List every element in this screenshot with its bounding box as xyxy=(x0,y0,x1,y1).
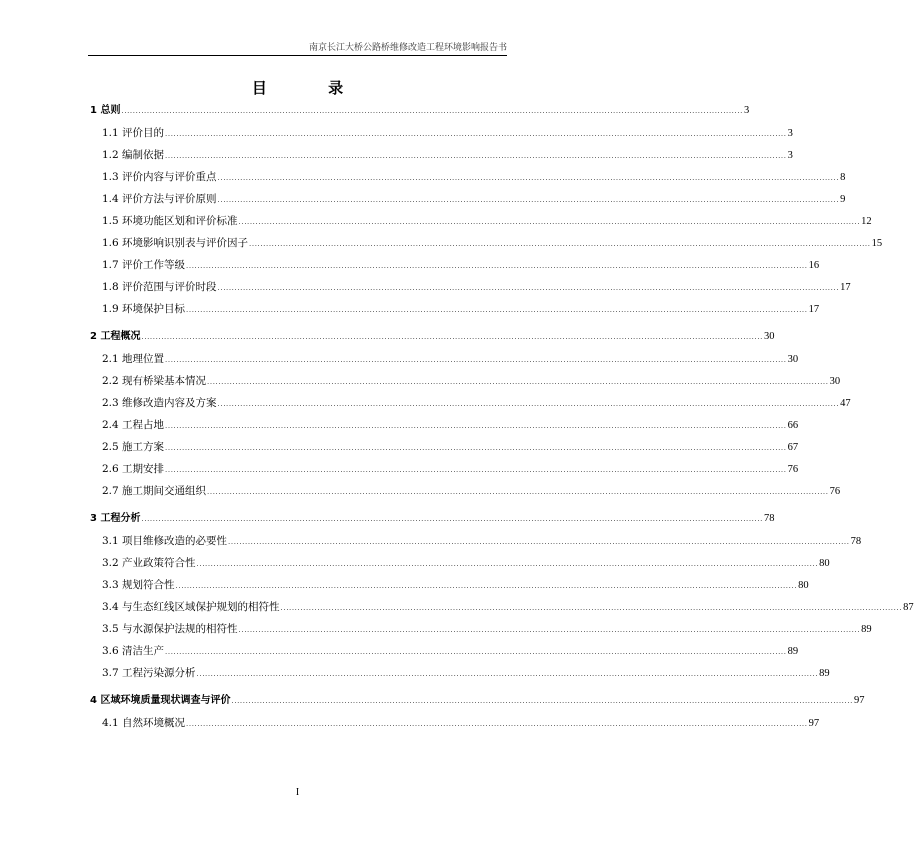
dot-leader: ............................................................................................................................................................................................................................ xyxy=(141,333,763,341)
toc-entry-title: 3.5 与水源保护法规的相符性 xyxy=(102,623,238,635)
toc-entry-title: 3.1 项目维修改造的必要性 xyxy=(102,535,228,547)
dot-leader: ............................................................................................................................................................................................................................ xyxy=(217,196,840,204)
toc-section-entry[interactable] xyxy=(90,280,851,302)
toc-entry-page: 76 xyxy=(829,486,841,497)
toc-entry-page: 30 xyxy=(829,376,841,387)
toc-entry-page: 17 xyxy=(840,282,851,293)
toc-entry-title: 1.8 评价范围与评价时段 xyxy=(102,281,217,293)
toc-entry-page: 8 xyxy=(840,172,846,183)
toc-entry-title: 4 区域环境质量现状调查与评价 xyxy=(90,695,231,706)
toc-entry-title: 2.3 维修改造内容及方案 xyxy=(102,397,217,409)
toc-entry-title: 1.9 环境保护目标 xyxy=(102,303,186,315)
dot-leader: ............................................................................................................................................................................................................................ xyxy=(238,218,861,226)
toc-entry-title: 2.6 工期安排 xyxy=(102,463,165,475)
toc-entry-page: 80 xyxy=(798,580,809,591)
toc-section-entry[interactable] xyxy=(90,418,799,440)
toc-entry-page: 89 xyxy=(861,624,872,635)
toc-entry-title: 1.7 评价工作等级 xyxy=(102,259,186,271)
dot-leader: ............................................................................................................................................................................................................................ xyxy=(165,130,787,138)
dot-leader: ............................................................................................................................................................................................................................ xyxy=(165,356,787,364)
toc-section-entry[interactable] xyxy=(90,192,846,214)
toc-entry-title: 2.2 现有桥梁基本情况 xyxy=(102,375,207,387)
dot-leader: ............................................................................................................................................................................................................................ xyxy=(175,582,798,590)
toc-entry-page: 47 xyxy=(840,398,851,409)
toc-entry-page: 16 xyxy=(808,260,820,271)
toc-entry-title: 1.5 环境功能区划和评价标准 xyxy=(102,215,238,227)
dot-leader: ............................................................................................................................................................................................................................ xyxy=(141,515,763,523)
dot-leader: ............................................................................................................................................................................................................................ xyxy=(207,378,829,386)
toc-entry-page: 87 xyxy=(903,602,914,613)
toc-entry-page: 66 xyxy=(787,420,799,431)
toc-entry-page: 78 xyxy=(763,513,775,524)
toc-entry-page: 3 xyxy=(787,150,793,161)
toc-entry-page: 30 xyxy=(763,331,775,342)
dot-leader: ............................................................................................................................................................................................................................ xyxy=(165,466,787,474)
toc-section-entry[interactable] xyxy=(90,556,830,578)
toc-entry-page: 30 xyxy=(787,354,799,365)
toc-entry-page: 97 xyxy=(853,695,865,706)
dot-leader: ............................................................................................................................................................................................................................ xyxy=(249,240,871,248)
dot-leader: ............................................................................................................................................................................................................................ xyxy=(207,488,829,496)
dot-leader: ............................................................................................................................................................................................................................ xyxy=(186,720,808,728)
dot-leader: ............................................................................................................................................................................................................................ xyxy=(280,604,903,612)
toc-entry-page: 3 xyxy=(787,128,793,139)
dot-leader: ............................................................................................................................................................................................................................ xyxy=(186,262,808,270)
toc-entry-page: 15 xyxy=(871,238,883,249)
toc-entry-title: 4.1 自然环境概况 xyxy=(102,717,186,729)
toc-entry-page: 76 xyxy=(787,464,799,475)
running-header: 南京长江大桥公路桥维修改造工程环境影响报告书 xyxy=(308,43,507,53)
toc-title: 目 录 xyxy=(251,79,372,97)
toc-section-entry[interactable] xyxy=(90,214,872,236)
dot-leader: ............................................................................................................................................................................................................................ xyxy=(186,306,808,314)
dot-leader: ............................................................................................................................................................................................................................ xyxy=(217,174,840,182)
toc-section-entry[interactable] xyxy=(90,534,862,556)
toc-entry-title: 2.5 施工方案 xyxy=(102,441,165,453)
toc-entry-page: 9 xyxy=(840,194,846,205)
toc-entry-title: 3.4 与生态红线区域保护规划的相符性 xyxy=(102,601,280,613)
dot-leader: ............................................................................................................................................................................................................................ xyxy=(165,444,787,452)
toc-entry-title: 1.2 编制依据 xyxy=(102,149,165,161)
toc-entry-title: 2 工程概况 xyxy=(90,331,141,342)
toc-entry-page: 78 xyxy=(850,536,862,547)
toc-entry-page: 17 xyxy=(808,304,820,315)
toc-entry-page: 89 xyxy=(787,646,799,657)
toc-entry-title: 1.1 评价目的 xyxy=(102,127,165,139)
toc-section-entry[interactable] xyxy=(90,484,841,506)
dot-leader: ............................................................................................................................................................................................................................ xyxy=(196,670,819,678)
toc-section-entry[interactable] xyxy=(90,578,809,600)
toc-section-entry[interactable] xyxy=(90,666,830,688)
toc-section-entry[interactable] xyxy=(90,716,820,738)
toc-entry-title: 2.7 施工期间交通组织 xyxy=(102,485,207,497)
dot-leader: ............................................................................................................................................................................................................................ xyxy=(196,560,819,568)
toc-section-entry[interactable] xyxy=(90,600,914,622)
toc-section-entry[interactable] xyxy=(90,352,799,374)
toc-section-entry[interactable] xyxy=(90,170,846,192)
dot-leader: ............................................................................................................................................................................................................................ xyxy=(217,284,840,292)
toc-entry-title: 2.4 工程占地 xyxy=(102,419,165,431)
toc-chapter-entry[interactable] xyxy=(90,694,865,716)
toc-entry-title: 3.7 工程污染源分析 xyxy=(102,667,196,679)
toc-section-entry[interactable] xyxy=(90,396,851,418)
dot-leader: ............................................................................................................................................................................................................................ xyxy=(165,648,787,656)
toc-section-entry[interactable] xyxy=(90,374,841,396)
dot-leader: ............................................................................................................................................................................................................................ xyxy=(238,626,861,634)
toc-entry-page: 12 xyxy=(861,216,872,227)
toc-entry-title: 3 工程分析 xyxy=(90,513,141,524)
page-number: I xyxy=(295,787,300,798)
toc-entry-title: 1.6 环境影响识别表与评价因子 xyxy=(102,237,249,249)
toc-entry-title: 3.2 产业政策符合性 xyxy=(102,557,196,569)
toc-section-entry[interactable] xyxy=(90,644,799,666)
toc-section-entry[interactable] xyxy=(90,236,883,258)
toc-entry-title: 3.3 规划符合性 xyxy=(102,579,175,591)
dot-leader: ............................................................................................................................................................................................................................ xyxy=(165,422,787,430)
toc-entry-title: 1 总则 xyxy=(90,105,121,116)
toc-section-entry[interactable] xyxy=(90,462,799,484)
toc-entry-page: 80 xyxy=(819,558,830,569)
dot-leader: ............................................................................................................................................................................................................................ xyxy=(231,697,853,705)
dot-leader: ............................................................................................................................................................................................................................ xyxy=(165,152,787,160)
toc-chapter-entry[interactable] xyxy=(90,330,775,352)
toc-chapter-entry[interactable] xyxy=(90,512,775,534)
toc-entry-page: 3 xyxy=(743,105,750,116)
toc-section-entry[interactable] xyxy=(90,258,820,280)
toc-entry-page: 97 xyxy=(808,718,820,729)
toc-entry-title: 2.1 地理位置 xyxy=(102,353,165,365)
toc-entry-title: 1.3 评价内容与评价重点 xyxy=(102,171,217,183)
toc-section-entry[interactable] xyxy=(90,148,793,170)
toc-entry-page: 89 xyxy=(819,668,830,679)
header-rule xyxy=(88,55,507,56)
dot-leader: ............................................................................................................................................................................................................................ xyxy=(217,400,840,408)
dot-leader: ............................................................................................................................................................................................................................ xyxy=(121,107,743,115)
toc-section-entry[interactable] xyxy=(90,302,820,324)
toc-entry-page: 67 xyxy=(787,442,799,453)
toc-entry-title: 1.4 评价方法与评价原则 xyxy=(102,193,217,205)
toc-entry-title: 3.6 清洁生产 xyxy=(102,645,165,657)
table-of-contents xyxy=(90,104,914,738)
toc-section-entry[interactable] xyxy=(90,622,872,644)
dot-leader: ............................................................................................................................................................................................................................ xyxy=(228,538,850,546)
toc-section-entry[interactable] xyxy=(90,126,793,148)
toc-section-entry[interactable] xyxy=(90,440,799,462)
toc-chapter-entry[interactable] xyxy=(90,104,750,126)
